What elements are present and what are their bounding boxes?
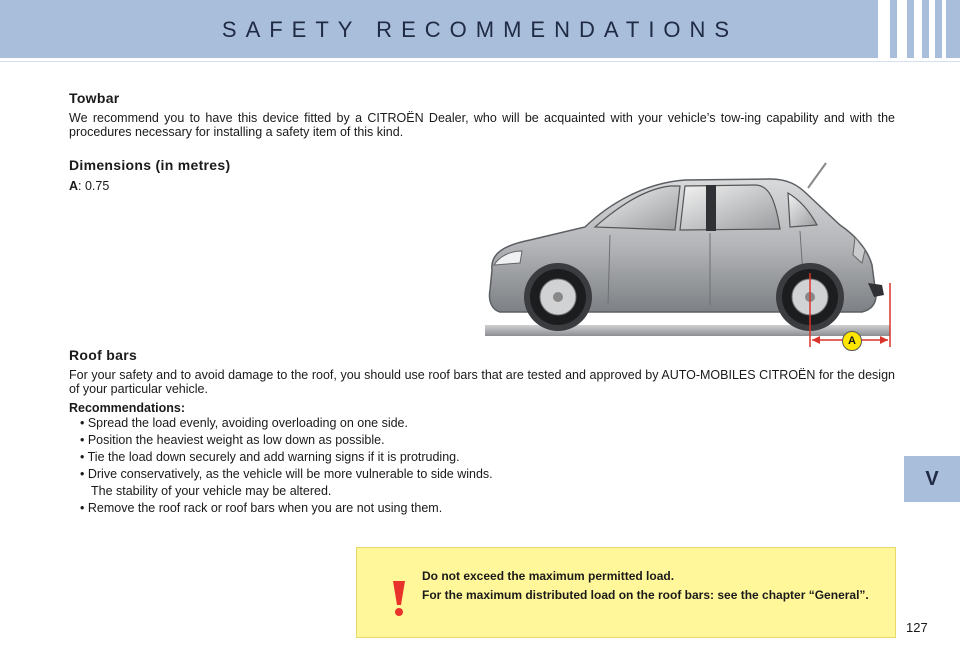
dimension-marker-label: A bbox=[848, 335, 856, 347]
car-figure bbox=[470, 155, 900, 355]
chapter-tab: V bbox=[904, 456, 960, 502]
page-number: 127 bbox=[906, 620, 928, 635]
warning-line-2: For the maximum distributed load on the roof bars: see the chapter “General”. bbox=[422, 588, 869, 602]
warning-box bbox=[356, 547, 896, 638]
warning-text bbox=[422, 570, 884, 602]
header-rule bbox=[0, 58, 960, 62]
stripe bbox=[878, 0, 890, 58]
roof-bars-section bbox=[69, 347, 895, 517]
recommendation-item: • Remove the roof rack or roof bars when you are not using them. bbox=[80, 501, 443, 515]
dimension-value: : 0.75 bbox=[78, 179, 110, 193]
dimension-label: A bbox=[69, 179, 79, 193]
car-illustration-icon bbox=[470, 155, 900, 355]
recommendation-item: • Spread the load evenly, avoiding overloading on one side. bbox=[80, 416, 408, 430]
stripe bbox=[914, 0, 922, 58]
dimensions-heading: Dimensions (in metres) bbox=[69, 157, 231, 173]
stripe bbox=[942, 0, 946, 58]
stripe bbox=[897, 0, 907, 58]
recommendation-continuation: The stability of your vehicle may be altered. bbox=[91, 484, 332, 498]
dimensions-line bbox=[69, 179, 369, 193]
page-header bbox=[0, 0, 960, 58]
towbar-heading: Towbar bbox=[69, 90, 120, 106]
page-title: SAFETY RECOMMENDATIONS bbox=[221, 17, 739, 42]
towbar-section bbox=[69, 90, 895, 139]
towbar-text: We recommend you to have this device fitted by a CITROËN Dealer, who will be acquainted with your vehicle’s tow-ing capability and with the procedures necessary for installing a safety item of this kind. bbox=[69, 111, 895, 139]
warning-line-1: Do not exceed the maximum permitted load. bbox=[422, 569, 675, 583]
recommendations-heading: Recommendations: bbox=[69, 401, 185, 415]
roof-bars-heading: Roof bars bbox=[69, 347, 138, 363]
recommendation-item: • Drive conservatively, as the vehicle will be more vulnerable to side winds. bbox=[80, 467, 493, 481]
dimensions-section bbox=[69, 157, 369, 193]
header-stripes bbox=[878, 0, 946, 58]
roof-bars-text: For your safety and to avoid damage to the roof, you should use roof bars that are tested and approved by AUTO-MOBILES CITROËN for the design of your particular vehicle. bbox=[69, 368, 895, 396]
exclamation-icon bbox=[379, 578, 419, 618]
recommendation-item: • Position the heaviest weight as low down as possible. bbox=[80, 433, 385, 447]
stripe bbox=[929, 0, 935, 58]
recommendation-item: • Tie the load down securely and add warning signs if it is protruding. bbox=[80, 450, 460, 464]
